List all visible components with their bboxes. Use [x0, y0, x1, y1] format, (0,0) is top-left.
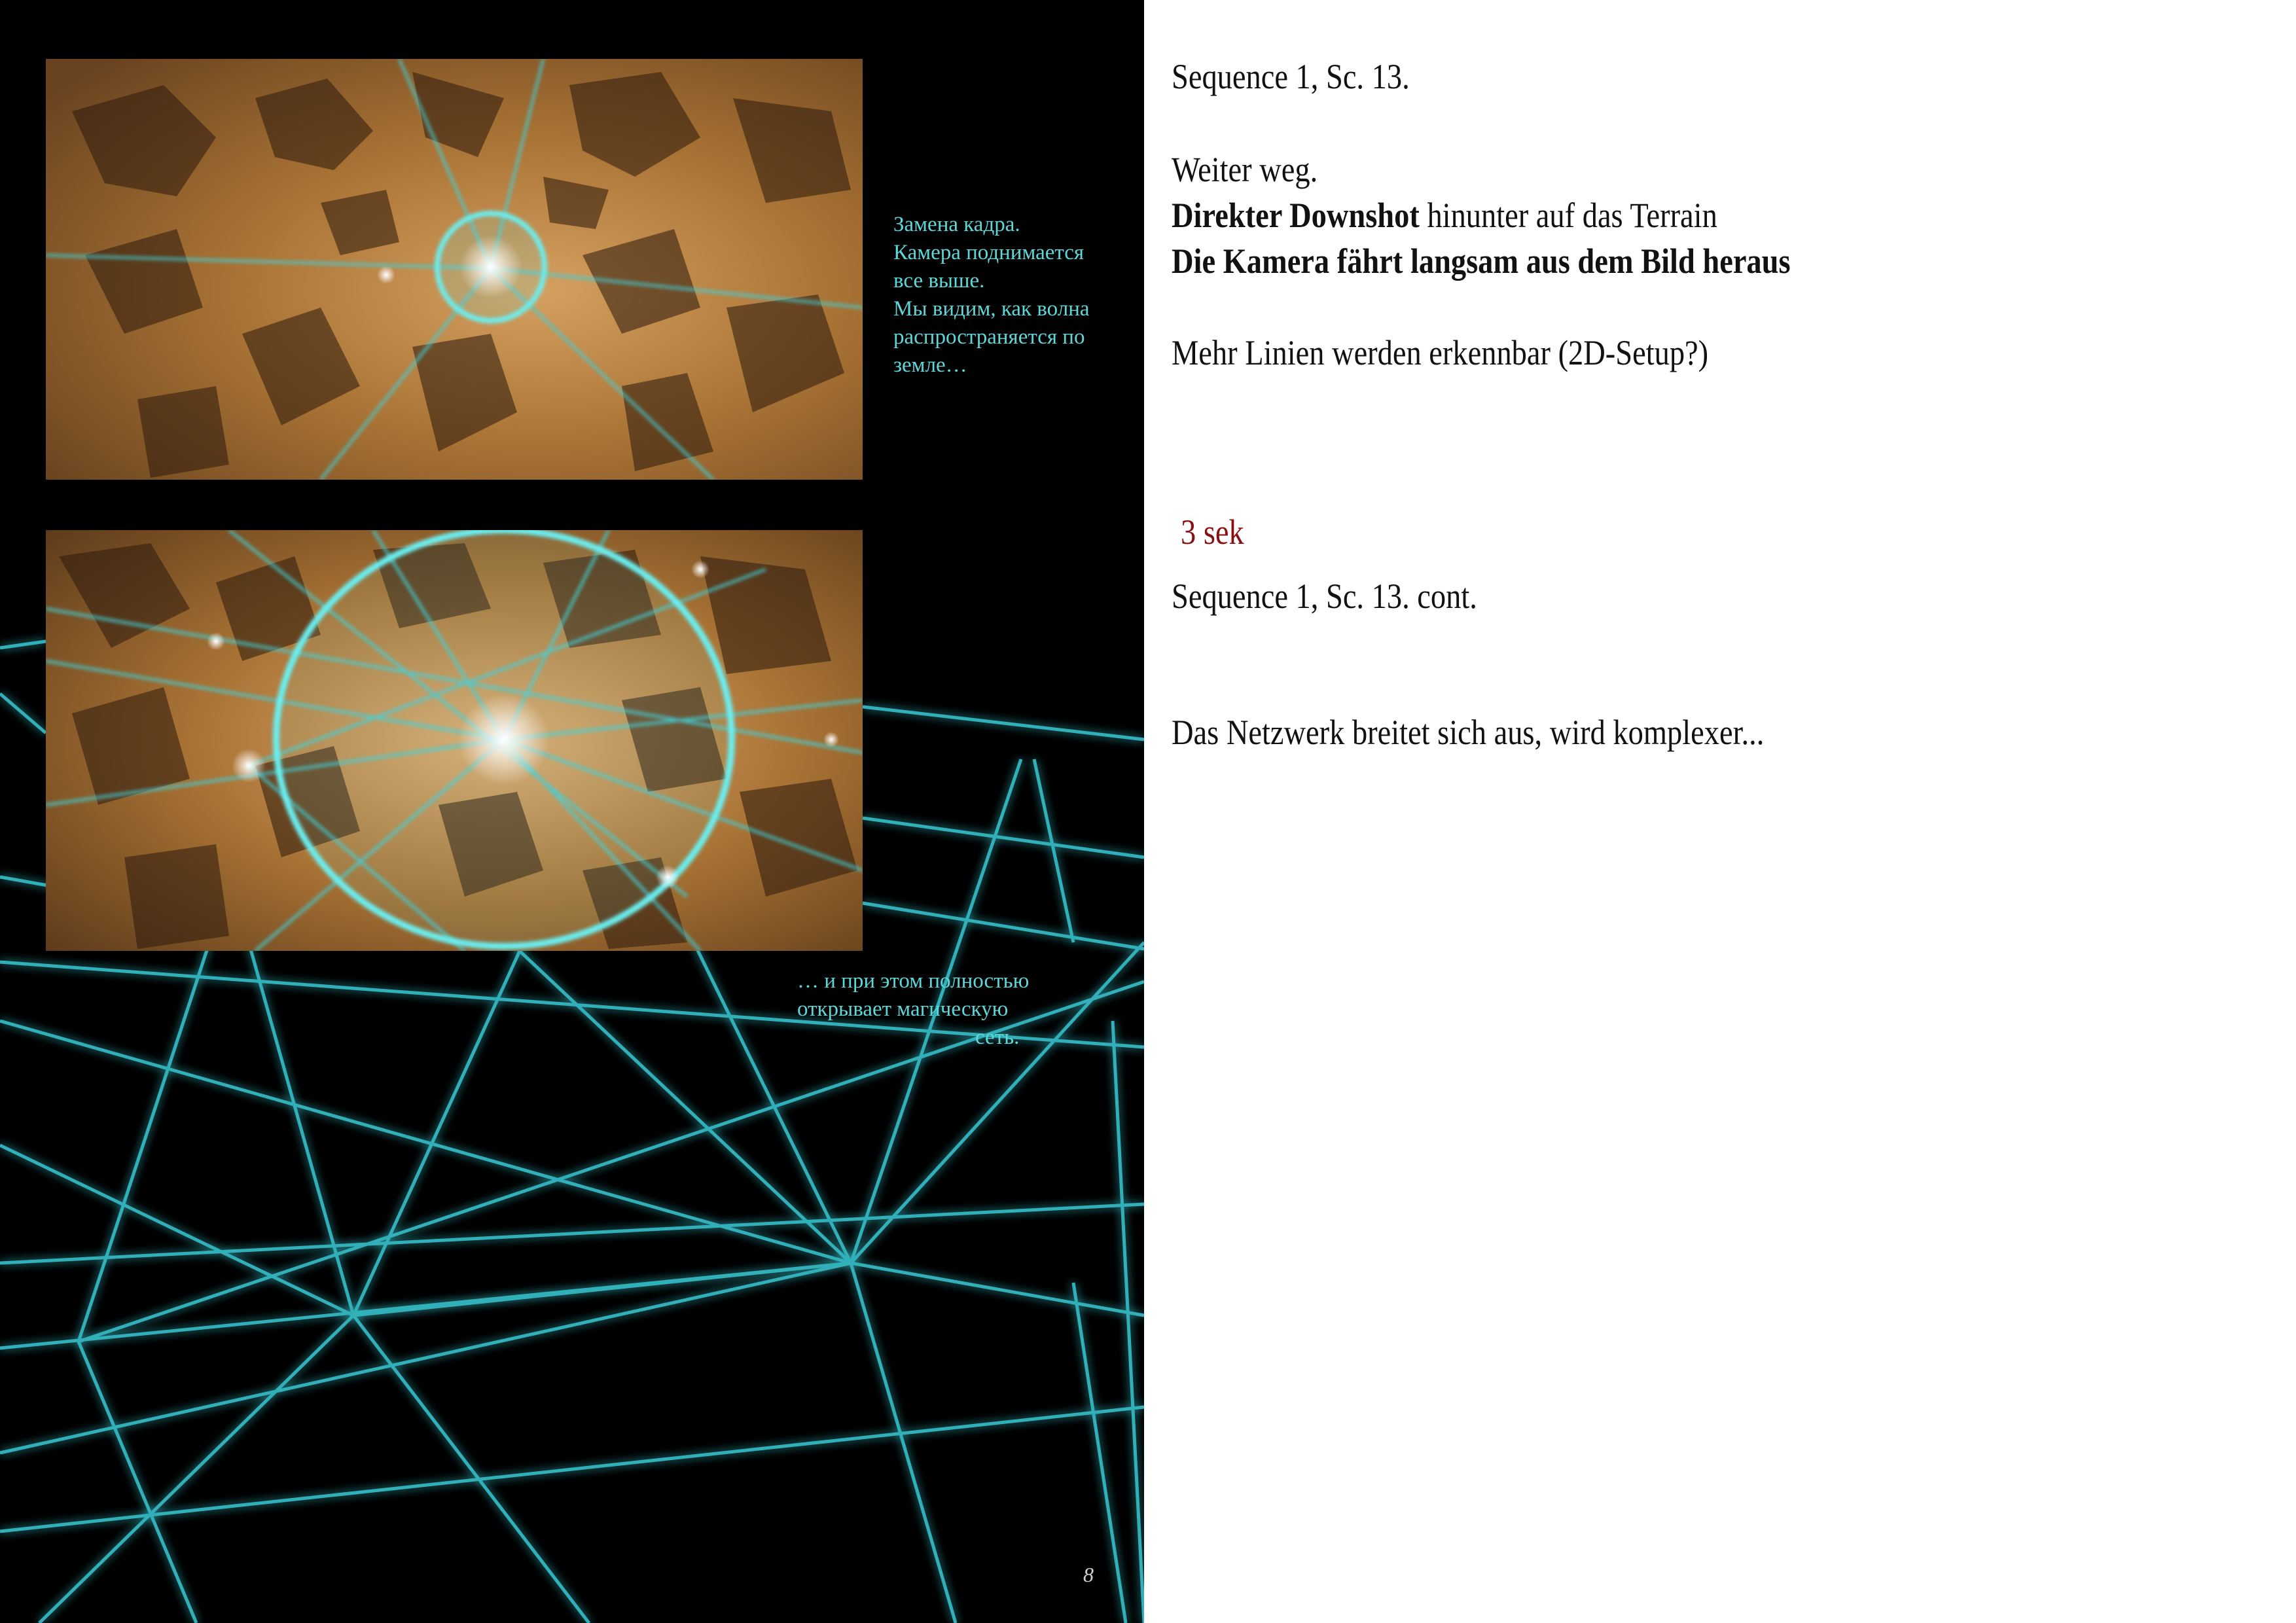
scene-heading: Sequence 1, Sc. 13. cont.	[1172, 577, 1477, 616]
caption-line: все выше.	[893, 269, 985, 293]
right-page	[1144, 0, 2296, 1623]
page-number: 8	[1083, 1563, 1094, 1586]
caption-frame-2	[797, 967, 1072, 1052]
scene-description-line	[1172, 192, 1717, 238]
caption-line: распространяется по	[893, 325, 1085, 349]
duration-label: 3 sek	[1181, 512, 1244, 552]
caption-line: Замена кадра.	[893, 213, 1020, 236]
storyboard-frame-2	[46, 530, 863, 951]
scene-description-line: Weiter weg.	[1172, 150, 1318, 189]
caption-line: открывает магическую	[797, 997, 1009, 1021]
caption-line: Мы видим, как волна	[893, 297, 1090, 321]
description-text: hinunter auf das Terrain	[1419, 196, 1717, 235]
bold-term: Die Kamera fährt langsam aus dem Bild heraus	[1172, 241, 1791, 281]
scene-heading: Sequence 1, Sc. 13.	[1172, 57, 1410, 96]
caption-line: … и при этом полностью	[797, 969, 1030, 993]
caption-line: Камера поднимается	[893, 241, 1085, 264]
caption-line: земле…	[893, 353, 967, 377]
caption-frame-1	[893, 211, 1129, 380]
scene-description-line: Mehr Linien werden erkennbar (2D-Setup?)	[1172, 333, 1709, 372]
scene-description-line	[1172, 238, 1791, 284]
storyboard-frame-1	[46, 59, 863, 480]
scene-description-line: Das Netzwerk breitet sich aus, wird komplexer...	[1172, 713, 1765, 752]
bold-term: Direkter Downshot	[1172, 196, 1420, 235]
left-page	[0, 0, 1144, 1623]
caption-line: сеть.	[975, 1026, 1020, 1049]
